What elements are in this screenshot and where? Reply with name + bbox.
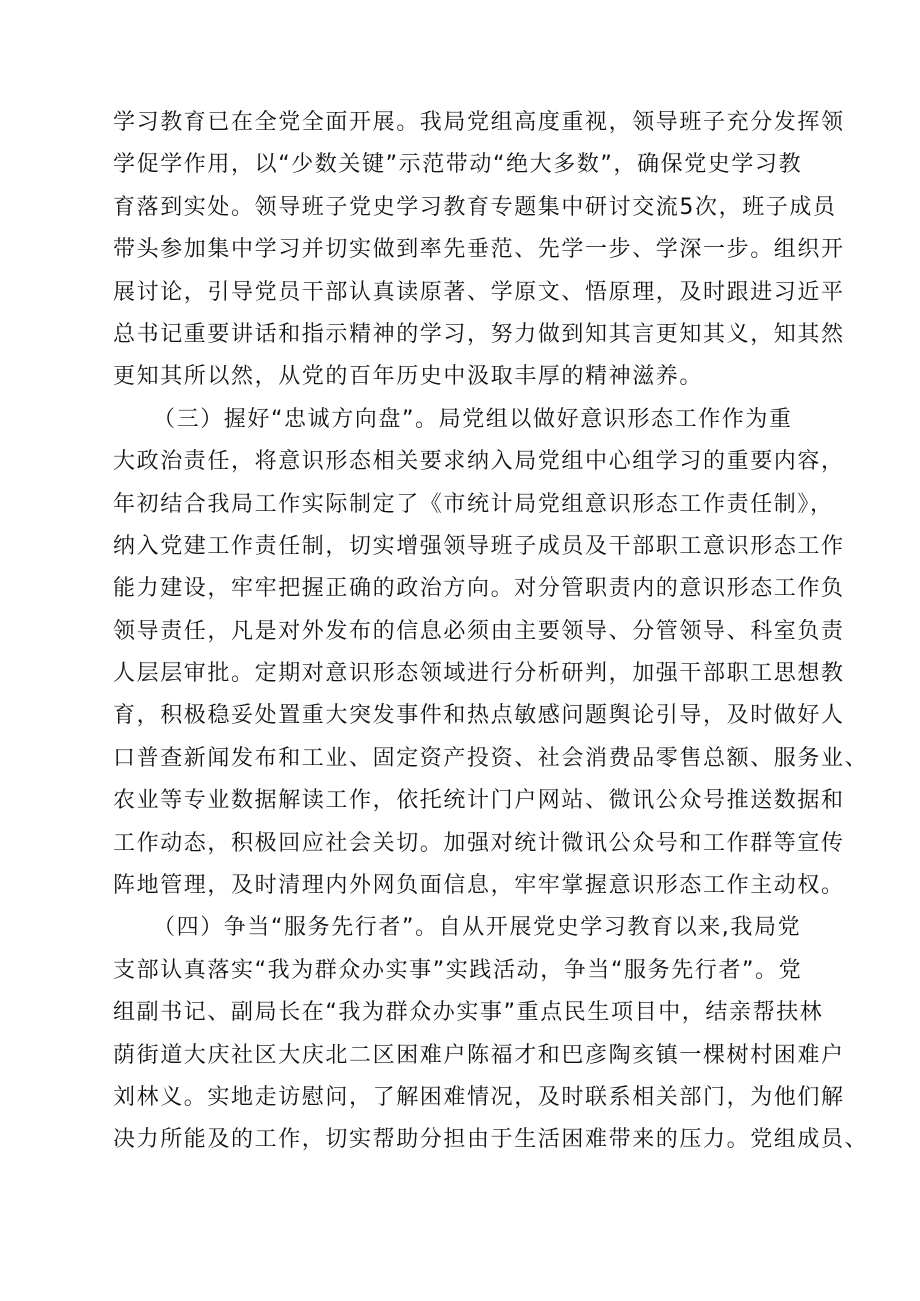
document-body	[113, 102, 869, 1162]
text-line: 纳入党建工作责任制，切实增强领导班子成员及干部职工意识形态工作	[113, 533, 845, 559]
text-line: 人层层审批。定期对意识形态领域进行分析研判，加强干部职工思想教	[113, 661, 845, 687]
text-line: 年初结合我局工作实际制定了《市统计局党组意识形态工作责任制》，	[113, 491, 834, 517]
text-line: 组副书记、副局长在“我为群众办实事”重点民生项目中，结亲帮扶林	[113, 1000, 824, 1026]
text-line: 领导责任，凡是对外发布的信息必须由主要领导、分管领导、科室负责	[113, 618, 845, 644]
text-line: 农业等专业数据解读工作，依托统计门户网站、微讯公众号推送数据和	[113, 788, 845, 814]
text-line: 更知其所以然，从党的百年历史中汲取丰厚的精神滋养。	[113, 364, 704, 390]
text-line: 决力所能及的工作，切实帮助分担由于生活困难带来的压力。党组成员、	[113, 1127, 869, 1153]
text-line: 学促学作用，以“少数关键”示范带动“绝大多数”，确保党史学习教	[113, 152, 803, 178]
text-line: 带头参加集中学习并切实做到率先垂范、先学一步、学深一步。组织开	[113, 237, 845, 263]
text-line: 展讨论，引导党员干部认真读原著、学原文、悟原理，及时跟进习近平	[113, 279, 845, 305]
section-heading-line: （三）握好“忠诚方向盘”。局党组以做好意识形态工作作为重	[153, 406, 793, 432]
text-line: 学习教育已在全党全面开展。我局党组高度重视，领导班子充分发挥领	[113, 110, 845, 135]
text-line: 能力建设，牢牢把握正确的政治方向。对分管职责内的意识形态工作负	[113, 576, 845, 602]
text-line: 支部认真落实“我为群众办实事”实践活动，争当“服务先行者”。党	[113, 957, 803, 983]
text-line: 育，积极稳妥处置重大突发事件和热点敏感问题舆论引导，及时做好人	[113, 703, 845, 729]
text-line: 刘林义。实地走访慰问，了解困难情况，及时联系相关部门，为他们解	[113, 1084, 845, 1110]
text-line: 大政治责任，将意识形态相关要求纳入局党组中心组学习的重要内容，	[113, 449, 845, 475]
text-line: 口普查新闻发布和工业、固定资产投资、社会消费品零售总额、服务业、	[113, 745, 869, 771]
text-line: 荫街道大庆社区大庆北二区困难户陈福才和巴彦陶亥镇一棵树村困难户	[113, 1042, 845, 1068]
text-line: 阵地管理，及时清理内外网负面信息，牢牢掌握意识形态工作主动权。	[113, 873, 845, 899]
section-heading-line: （四）争当“服务先行者”。自从开展党史学习教育以来,我局党	[153, 915, 802, 941]
text-line: 育落到实处。领导班子党史学习教育专题集中研讨交流5次，班子成员	[113, 194, 837, 220]
text-line: 总书记重要讲话和指示精神的学习，努力做到知其言更知其义，知其然	[113, 321, 845, 347]
text-line: 工作动态，积极回应社会关切。加强对统计微讯公众号和工作群等宣传	[113, 830, 845, 856]
